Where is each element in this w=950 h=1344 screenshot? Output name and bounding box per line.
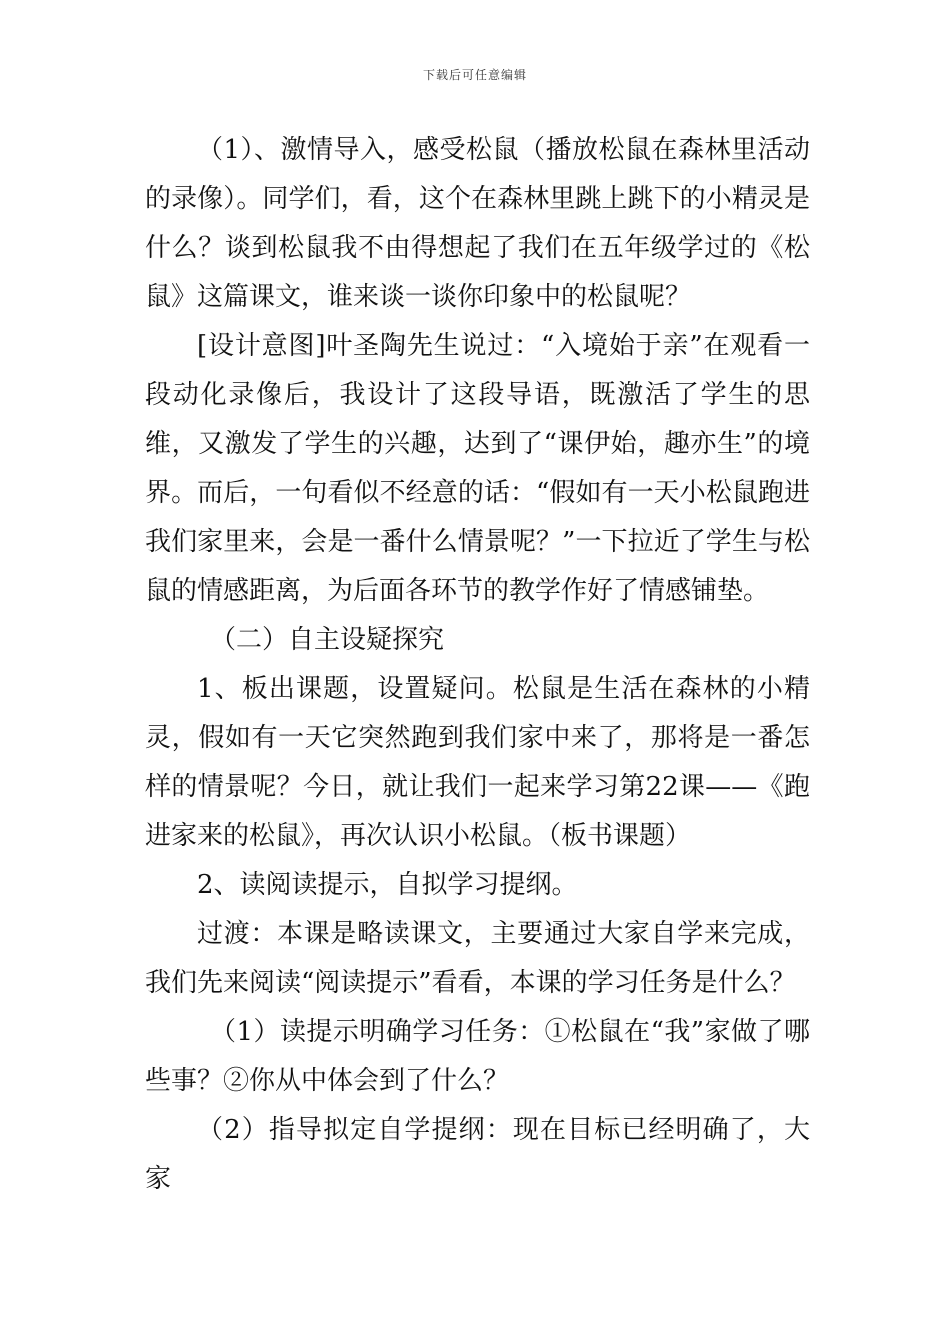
paragraph-intro: （1）、激情导入，感受松鼠（播放松鼠在森林里活动的录像）。同学们，看，这个在森林里跳上跳下的小精灵是什么？谈到松鼠我不由得想起了我们在五年级学过的《松鼠》这篇课文，谁来谈一谈你印象中的松鼠呢？	[145, 135, 810, 312]
paragraph-step-1: 1、板出课题，设置疑问。松鼠是生活在森林的小精灵，假如有一天它突然跑到我们家中来了，那将是一番怎样的情景呢？今日，就让我们一起来学习第22课——《跑进家来的松鼠》，再次认识小松鼠。（板书课题）	[145, 674, 810, 851]
document-body	[145, 126, 810, 1204]
paragraph-substep-2: （2）指导拟定自学提纲：现在目标已经明确了，大家	[145, 1115, 810, 1194]
paragraph-design-intent: [设计意图]叶圣陶先生说过：“入境始于亲”在观看一段动化录像后，我设计了这段导语，既激活了学生的思维，又激发了学生的兴趣，达到了“课伊始，趣亦生”的境界。而后，一句看似不经意的话：“假如有一天小松鼠跑进我们家里来，会是一番什么情景呢？”一下拉近了学生与松鼠的情感距离，为后面各环节的教学作好了情感铺垫。	[145, 331, 810, 606]
paragraph-transition: 过渡：本课是略读课文，主要通过大家自学来完成，我们先来阅读“阅读提示”看看，本课的学习任务是什么？	[145, 919, 810, 998]
paragraph-substep-1: （1）读提示明确学习任务：①松鼠在“我”家做了哪些事？②你从中体会到了什么？	[145, 1017, 810, 1096]
paragraph-step-2: 2、读阅读提示，自拟学习提纲。	[197, 870, 578, 900]
section-heading-self-inquiry: （二）自主设疑探究	[210, 625, 445, 655]
page-header: 下载后可任意编辑	[422, 68, 527, 82]
